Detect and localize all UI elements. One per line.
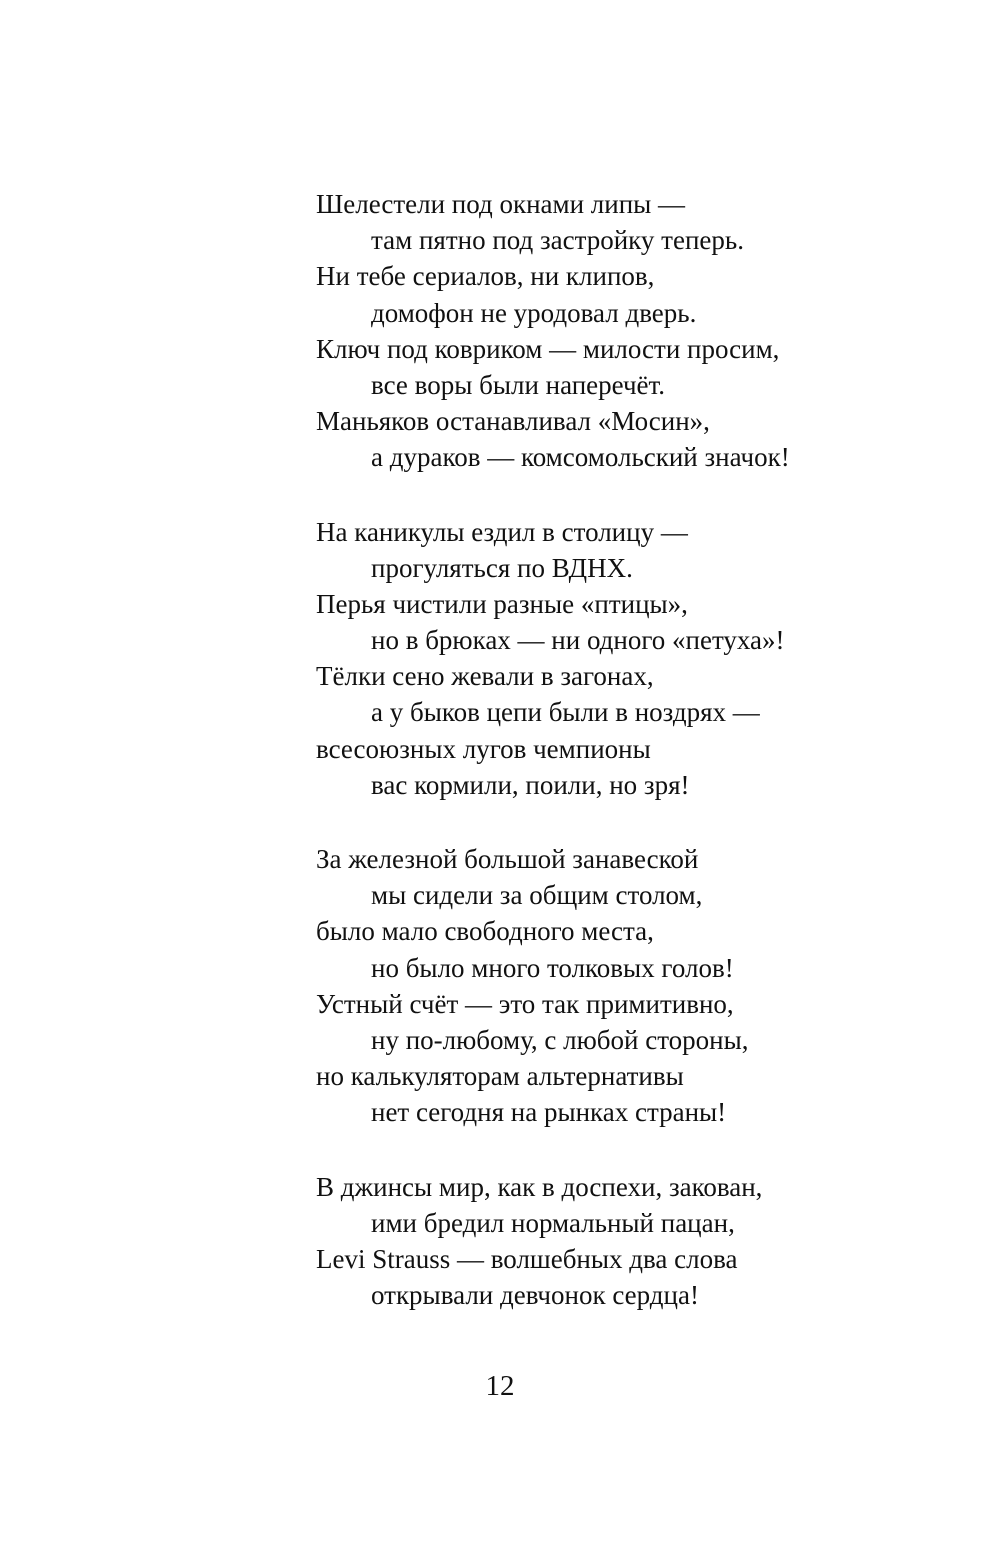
poem-line: мы сидели за общим столом, xyxy=(371,880,703,911)
poem-line: но калькуляторам альтернативы xyxy=(316,1061,684,1092)
poem-line: Ключ под ковриком — милости просим, xyxy=(316,333,780,364)
poem-line: Маньяков останавливал «Мосин», xyxy=(316,406,710,437)
poem-line: Устный счёт — это так примитивно, xyxy=(316,988,734,1019)
poem-line: всесоюзных лугов чемпионы xyxy=(316,733,651,764)
poem-line: прогуляться по ВДНХ. xyxy=(371,552,633,583)
poem-line: Levi Strauss — волшебных два слова xyxy=(316,1243,738,1274)
poem-line: нет сегодня на рынках страны! xyxy=(371,1097,727,1128)
poem-line: ими бредил нормальный пацан, xyxy=(371,1207,735,1238)
poem-line: все воры были наперечёт. xyxy=(371,369,666,400)
poem-line: там пятно под застройку теперь. xyxy=(371,225,744,256)
poem-line: Ни тебе сериалов, ни клипов, xyxy=(316,261,655,292)
poem-line: За железной большой занавеской xyxy=(316,844,699,874)
page-number: 12 xyxy=(485,1370,515,1402)
poem-line: В джинсы мир, как в доспехи, закован, xyxy=(316,1171,763,1202)
poem-line: Перья чистили разные «птицы», xyxy=(316,588,688,619)
poem-line: но было много толковых голов! xyxy=(371,952,734,983)
poem-line: домофон не уродовал дверь. xyxy=(371,297,697,328)
poem-line: было мало свободного места, xyxy=(316,916,654,947)
poem xyxy=(316,186,956,1313)
poem-line: а у быков цепи были в ноздрях — xyxy=(371,697,760,728)
poem-line: открывали девчонок сердца! xyxy=(371,1280,699,1311)
poem-line: На каникулы ездил в столицу — xyxy=(316,516,688,547)
stanza-1 xyxy=(316,186,956,476)
poem-line: Тёлки сено жевали в загонах, xyxy=(316,661,654,692)
stanza-4 xyxy=(316,1169,956,1314)
poem-line: но в брюках — ни одного «петуха»! xyxy=(371,625,785,656)
poem-line: ну по-любому, с любой стороны, xyxy=(371,1024,749,1055)
poem-line: Шелестели под окнами липы — xyxy=(316,189,686,219)
stanza-2 xyxy=(316,514,956,804)
poem-line: вас кормили, поили, но зря! xyxy=(371,769,690,800)
stanza-3 xyxy=(316,841,956,1131)
poem-line: а дураков — комсомольский значок! xyxy=(371,442,790,473)
